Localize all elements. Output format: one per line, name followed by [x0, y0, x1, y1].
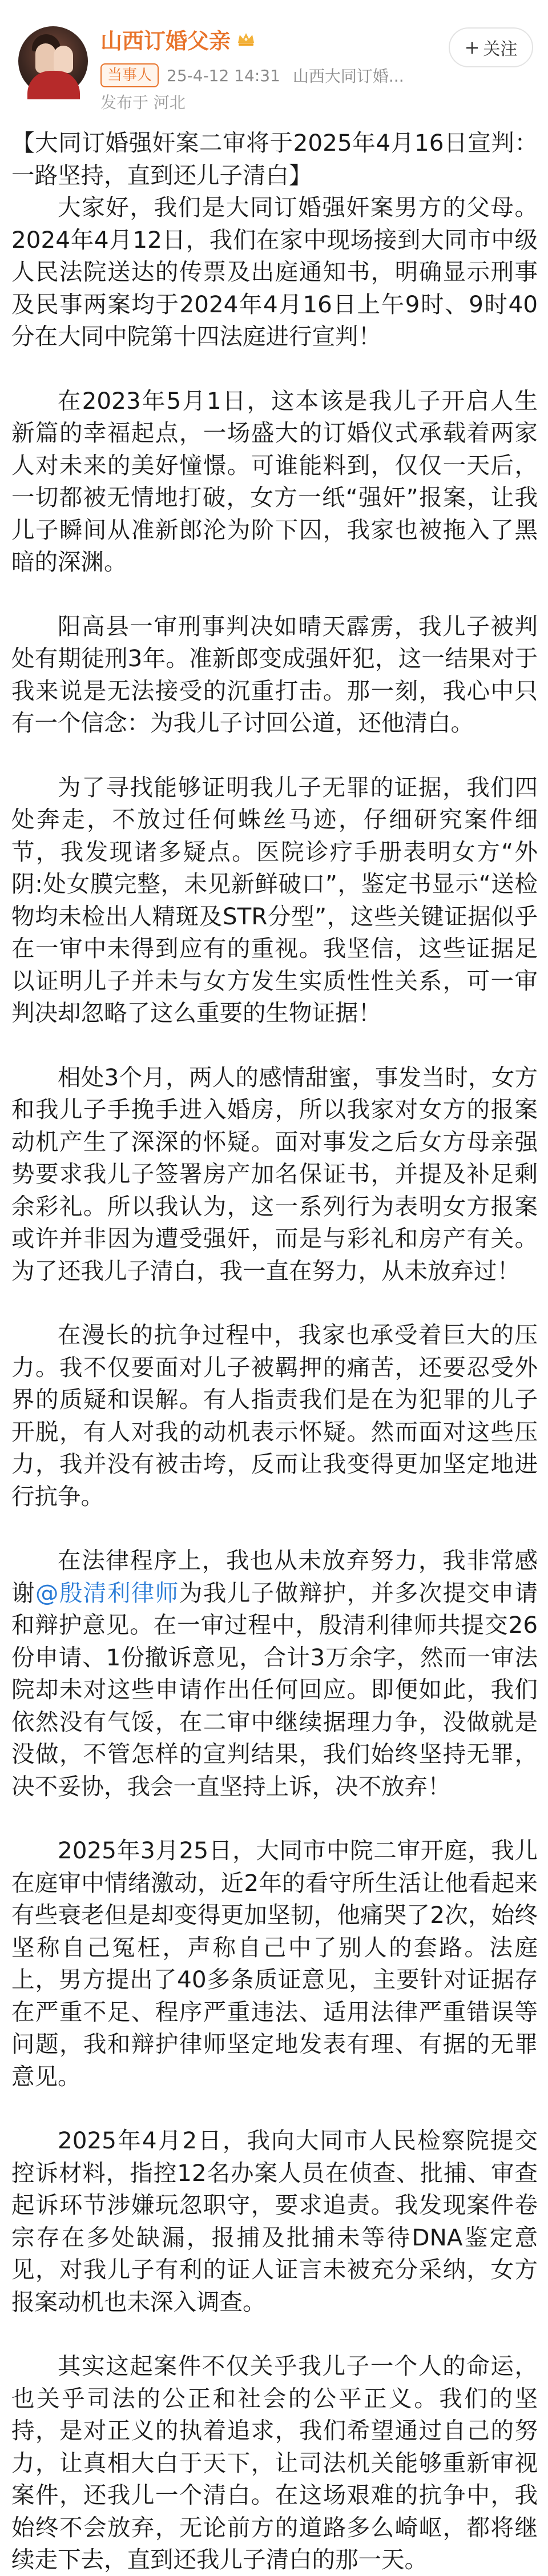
avatar[interactable]	[18, 26, 88, 96]
author-name[interactable]: 山西订婚父亲	[100, 28, 231, 54]
paragraph: 阳高县一审刑事判决如晴天霹雳，我儿子被判处有期徒刑3年。准新郎变成强奸犯，这一结果对于我来说是无法接受的沉重打击。那一刻，我心中只有一个信念：为我儿子讨回公道，还他清白。	[11, 612, 538, 736]
post-location: 发布于 河北	[100, 93, 186, 112]
post-meta	[100, 63, 404, 88]
paragraph: 为了寻找能够证明我儿子无罪的证据，我们四处奔走，不放过任何蛛丝马迹，仔细研究案件细节，我发现诸多疑点。医院诊疗手册表明女方“外阴:处女膜完整，未见新鲜破口”，鉴定书显示“送检物均未检出人精斑及STR分型”，这些关键证据似乎在一审中未得到应有的重视。我坚信，这些证据足以证明儿子并未与女方发生实质性性关系，可一审判决却忽略了这么重要的生物证据！	[11, 773, 538, 1027]
paragraph: 其实这起案件不仅关乎我儿子一个人的命运，也关乎司法的公正和社会的公平正义。我们的坚持，是对正义的执着追求，我们希望通过自己的努力，让真相大白于天下，让司法机关能够重新审视案件，还我儿一个清白。在这场艰难的抗争中，我始终不会放弃，无论前方的道路多么崎岖，都将继续走下去，直到还我儿子清白的那一天。	[11, 2352, 538, 2573]
post-body	[11, 127, 538, 2576]
paragraph: 2025年4月2日，我向大同市人民检察院提交控诉材料，指控12名办案人员在侦查、批捕、审查起诉环节涉嫌玩忽职守，要求追责。我发现案件卷宗存在多处缺漏，报捕及批捕未等待DNA鉴定意见，对我儿子有利的证人证言未被充分采纳，女方报案动机也未深入调查。	[11, 2127, 538, 2316]
role-badge: 当事人	[100, 63, 159, 87]
follow-label: 关注	[483, 39, 518, 59]
post-time: 25-4-12 14:31	[167, 66, 280, 85]
post-title: 【大同订婚强奸案二审将于2025年4月16日宣判：一路坚持，直到还儿子清白】	[11, 129, 538, 189]
lawyer-mention-link[interactable]: @殷清利律师	[35, 1579, 179, 1607]
paragraph-text: 在法律程序上，我也从未放弃努力，我非常感谢	[11, 1547, 538, 1607]
author-row	[100, 23, 256, 55]
paragraph	[11, 1544, 538, 1802]
paragraph: 2025年3月25日，大同市中院二审开庭，我儿在庭审中情绪激动，近2年的看守所生活让他看起来有些衰老但是却变得更加坚韧，他痛哭了2次，始终坚称自己冤枉，声称自己中了别人的套路。法庭上，男方提出了40多条质证意见，主要针对证据存在严重不足、程序严重违法、适用法律严重错误等问题，我和辩护律师坚定地发表有理、有据的无罪意见。	[11, 1837, 538, 2090]
paragraph-text: 为我儿子做辩护，并多次提交申请和辩护意见。在一审过程中，殷清利律师共提交26份申请、1份撤诉意见，合计3万余字，然而一审法院却未对这些申请作出任何回应。即便如此，我们依然没有气馁，在二审中继续据理力争，没做就是没做，不管怎样的宣判结果，我们始终坚持无罪，决不妥协，我会一直坚持上诉，决不放弃！	[11, 1579, 538, 1800]
topic-link[interactable]: 山西大同订婚...	[292, 67, 404, 86]
paragraph: 大家好，我们是大同订婚强奸案男方的父母。2024年4月12日，我们在家中现场接到大同市中级人民法院送达的传票及出庭通知书，明确显示刑事及民事两案均于2024年4月16日上午9时、9时40分在大同中院第十四法庭进行宣判！	[11, 194, 538, 350]
plus-icon: +	[464, 37, 480, 58]
paragraph: 在2023年5月1日，这本该是我儿子开启人生新篇的幸福起点，一场盛大的订婚仪式承载着两家人对未来的美好憧憬。可谁能料到，仅仅一天后，一切都被无情地打破，女方一纸“强奸”报案，让我儿子瞬间从准新郎沦为阶下囚，我家也被拖入了黑暗的深渊。	[11, 387, 538, 575]
paragraph: 在漫长的抗争过程中，我家也承受着巨大的压力。我不仅要面对儿子被羁押的痛苦，还要忍受外界的质疑和误解。有人指责我们是在为犯罪的儿子开脱，有人对我的动机表示怀疑。然而面对这些压力，我并没有被击垮，反而让我变得更加坚定地进行抗争。	[11, 1321, 538, 1510]
post-header	[0, 0, 548, 120]
crown-badge-icon	[236, 30, 256, 47]
follow-button[interactable]	[449, 27, 533, 67]
paragraph: 相处3个月，两人的感情甜蜜，事发当时，女方和我儿子手挽手进入婚房，所以我家对女方的报案动机产生了深深的怀疑。面对事发之后女方母亲强势要求我儿子签署房产加名保证书，并提及补足剩余彩礼。所以我认为，这一系列行为表明女方报案或许并非因为遭受强奸，而是与彩礼和房产有关。为了还我儿子清白，我一直在努力，从未放弃过！	[11, 1063, 538, 1285]
